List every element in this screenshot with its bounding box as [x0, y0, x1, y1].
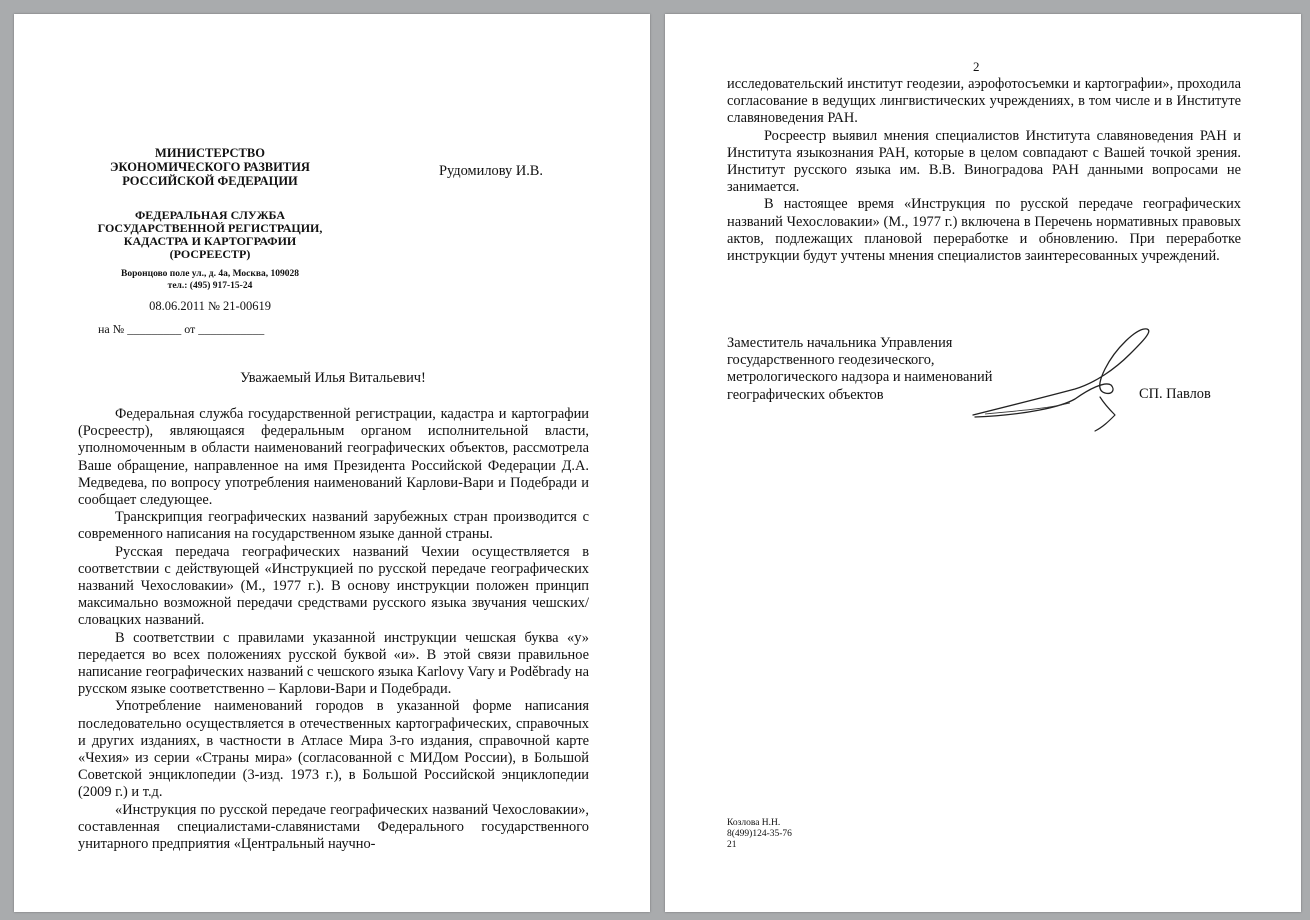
letter-body-page-1 [78, 406, 589, 853]
body-paragraph: «Инструкция по русской передаче географических названий Чехословакии», составленная специалистами-славянистами Федерального государственного унитарного предприятия «Центральный научно- [78, 801, 589, 853]
executor-name: Козлова Н.Н. [727, 818, 781, 828]
ministry-line: РОССИЙСКОЙ ФЕДЕРАЦИИ [122, 174, 298, 188]
document-page-1 [14, 14, 650, 912]
handwritten-signature [965, 319, 1165, 434]
letter-body-page-2 [727, 76, 1241, 265]
addressee: Рудомилову И.В. [439, 163, 544, 179]
body-paragraph: В настоящее время «Инструкция по русской передаче географических названий Чехословакии» (М., 1977 г.) включена в Перечень нормативных правовых актов, подлежащих плановой переработке и обновлению. При переработке инструкции будут учтены мнения специалистов заинтересованных учреждений. [727, 196, 1241, 265]
signer-title-line: государственного геодезического, [727, 352, 935, 369]
body-paragraph: Федеральная служба государственной регистрации, кадастра и картографии (Росреестр), являющаяся федеральным органом исполнительной власти, уполномоченным в области наименований географических объектов, рассмотрела Ваше обращение, направленное на имя Президента Российской Федерации Д.А. Медведева, по вопросу употребления наименований Карлови-Вари и Подебради и сообщает следующее. [78, 406, 589, 509]
signer-title-line: метрологического надзора и наименований [727, 369, 993, 386]
service-line: ГОСУДАРСТВЕННОЙ РЕГИСТРАЦИИ, [97, 221, 323, 235]
body-paragraph: Употребление наименований городов в указанной форме написания последовательно осуществляется в отечественных картографических, справочных и других изданиях, в частности в Атласе Мира 3-го издания, справочной карте «Чехия» из серии «Страны мира» (согласованной с МИДом России), в Большой Советской энциклопедии (3-изд. 1973 г.), в Большой Российской энциклопедии (2009 г.) и т.д. [78, 698, 589, 801]
address-line: Воронцово поле ул., д. 4а, Москва, 109028 [121, 269, 299, 279]
ministry-line: МИНИСТЕРСТВО [155, 146, 265, 160]
page-number: 2 [973, 59, 980, 74]
service-line: КАДАСТРА И КАРТОГРАФИИ [123, 234, 297, 248]
outgoing-date-number: 08.06.2011 № 21-00619 [149, 299, 271, 313]
salutation: Уважаемый Илья Витальевич! [240, 370, 426, 386]
signer-title-line: Заместитель начальника Управления [727, 335, 953, 351]
service-header [70, 209, 350, 261]
body-paragraph: Русская передача географических названий Чехии осуществляется в соответствии с действующей «Инструкцией по русской передаче географических названий Чехословакии» (М., 1977 г.). В основу инструкции положен принцип максимально возможной передачи средствами русского языка звучания чешских/словацких названий. [78, 543, 589, 629]
body-paragraph: В соответствии с правилами указанной инструкции чешская буква «у» передается во всех положениях русской буквой «и». В этой связи правильное написание географических названий с чешского языка Karlovy Vary и Poděbrady на русском языке соответственно – Карлови-Вари и Подебради. [78, 629, 589, 698]
executor-phone: 8(499)124-35-76 [727, 829, 792, 839]
ministry-header [80, 146, 340, 188]
service-line: (РОСРЕЕСТР) [169, 247, 251, 261]
signer-name: СП. Павлов [1139, 386, 1211, 402]
signer-title-line: географических объектов [727, 386, 884, 403]
service-line: ФЕДЕРАЛЬНАЯ СЛУЖБА [135, 208, 285, 222]
executor-info [727, 818, 792, 851]
document-page-2 [665, 14, 1301, 912]
sender-address [70, 268, 350, 292]
reference-line: на № _________ от ___________ [98, 322, 265, 336]
phone-line: тел.: (495) 917-15-24 [167, 281, 253, 291]
body-paragraph: исследовательский институт геодезии, аэрофотосъемки и картографии», проходила согласование в ведущих лингвистических учреждениях, в том числе и в Институте славяноведения РАН. [727, 76, 1241, 127]
ministry-line: ЭКОНОМИЧЕСКОГО РАЗВИТИЯ [110, 160, 310, 174]
executor-code: 21 [727, 840, 737, 850]
body-paragraph: Транскрипция географических названий зарубежных стран производится с современного написания на государственном языке данной страны. [78, 509, 589, 543]
body-paragraph: Росреестр выявил мнения специалистов Института славяноведения РАН и Института языкознания РАН, которые в целом совпадают с Вашей точкой зрения. Институт русского языка им. В.В. Виноградова РАН данными вопросами не занимается. [727, 127, 1241, 196]
